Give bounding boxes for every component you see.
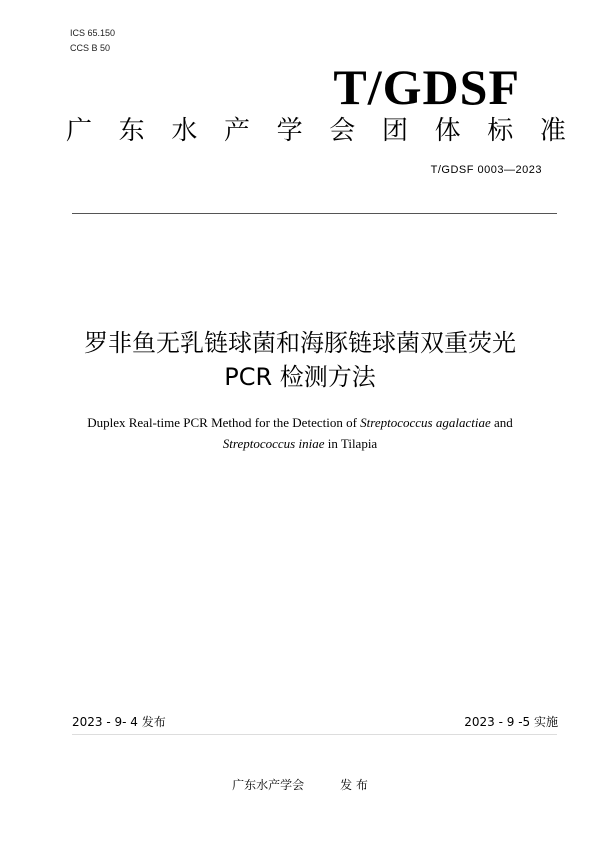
org-title-char: 学 — [276, 116, 303, 146]
publisher-line — [0, 776, 600, 793]
org-title-char: 会 — [329, 116, 356, 146]
publisher-name: 广东水产学会 — [232, 778, 305, 792]
english-title-line2: Streptococcus iniae in Tilapia — [222, 436, 378, 451]
org-title-char: 水 — [171, 116, 198, 146]
species-name: Streptococcus agalactiae — [360, 415, 491, 430]
org-title-char: 准 — [539, 116, 566, 146]
species-name: Streptococcus iniae — [222, 436, 325, 451]
publisher-action: 发 布 — [340, 778, 368, 792]
ics-code: ICS 65.150 — [70, 28, 116, 38]
org-title-char: 广 — [66, 116, 93, 146]
chinese-title-line1: 罗非鱼无乳链球菌和海豚链球菌双重荧光 — [84, 329, 516, 357]
header-divider — [72, 213, 557, 214]
org-title-char: 东 — [118, 116, 145, 146]
issue-date: 2023 - 9- 4 发布 — [72, 715, 166, 729]
organization-standard-title — [66, 114, 566, 148]
org-title-char: 体 — [434, 116, 461, 146]
standard-number: T/GDSF 0003—2023 — [430, 164, 542, 176]
standard-brand-logo: T/GDSF — [333, 59, 520, 115]
ccs-code: CCS B 50 — [70, 43, 111, 53]
org-title-char: 产 — [223, 116, 250, 146]
chinese-title-line2: PCR 检测方法 — [224, 363, 376, 391]
english-title-line1: Duplex Real-time PCR Method for the Detection of Streptococcus agalactiae and — [87, 415, 513, 430]
footer-divider — [72, 734, 557, 735]
org-title-char: 标 — [487, 116, 514, 146]
chinese-title — [0, 326, 600, 394]
implementation-date: 2023 - 9 -5 实施 — [464, 715, 558, 729]
english-title — [0, 412, 600, 454]
org-title-char: 团 — [381, 116, 408, 146]
